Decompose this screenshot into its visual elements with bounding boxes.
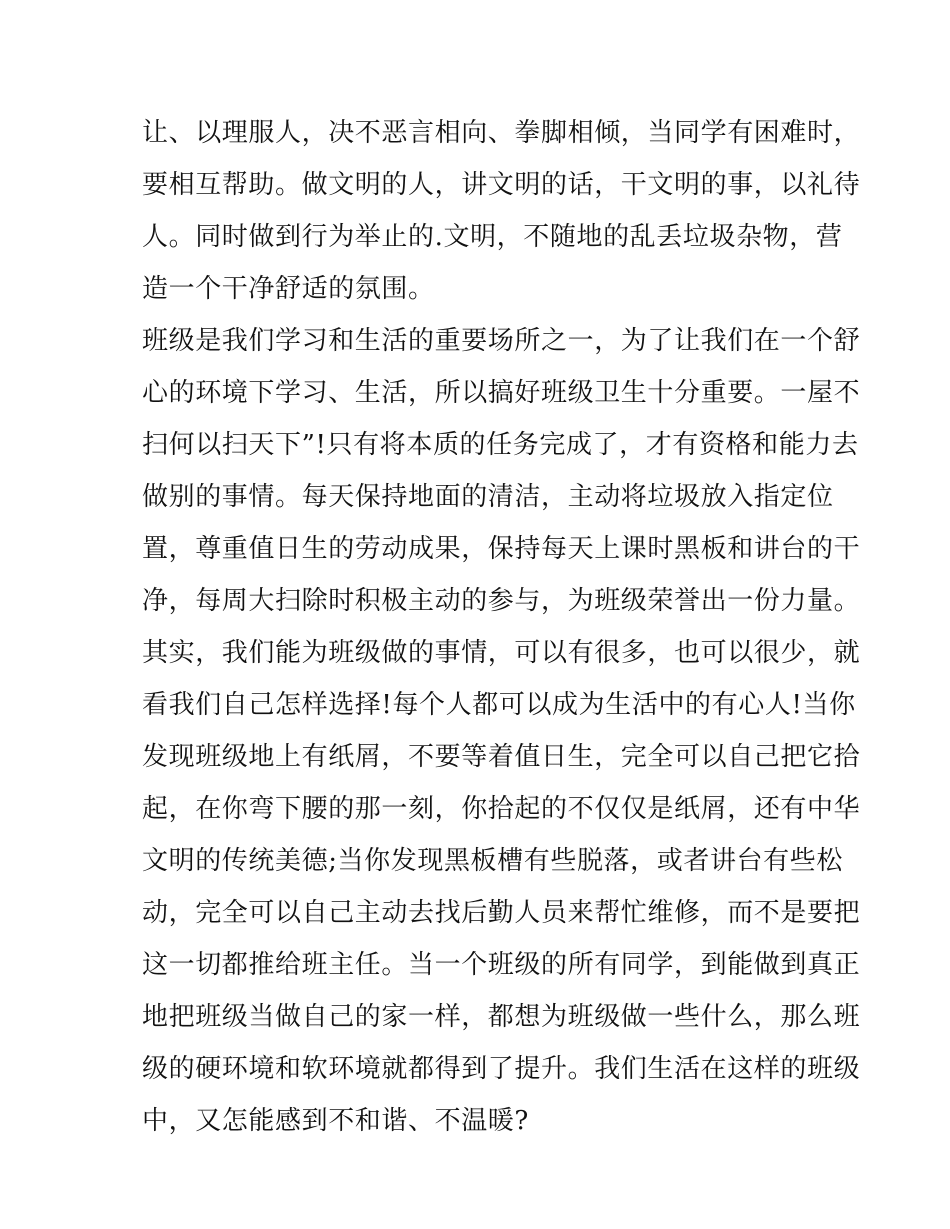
- text-line: 发现班级地上有纸屑，不要等着值日生，完全可以自己把它拾: [142, 742, 861, 772]
- text-line: 这一切都推给班主任。当一个班级的所有同学，到能做到真正: [142, 950, 861, 980]
- text-line: 净，每周大扫除时积极主动的参与，为班级荣誉出一份力量。: [142, 586, 861, 616]
- text-line: 置，尊重值日生的劳动成果，保持每天上课时黑板和讲台的干: [142, 534, 861, 564]
- text-line: 心的环境下学习、生活，所以搞好班级卫生十分重要。一屋不: [142, 378, 861, 408]
- text-line: 中，又怎能感到不和谐、不温暖?: [142, 1106, 529, 1136]
- text-line: 看我们自己怎样选择!每个人都可以成为生活中的有心人!当你: [142, 690, 856, 720]
- text-line: 地把班级当做自己的家一样，都想为班级做一些什么，那么班: [142, 1002, 861, 1032]
- text-line: 让、以理服人，决不恶言相向、拳脚相倾，当同学有困难时，: [142, 118, 861, 148]
- text-line: 其实，我们能为班级做的事情，可以有很多，也可以很少，就: [142, 638, 861, 668]
- text-line: 文明的传统美德;当你发现黑板槽有些脱落，或者讲台有些松: [142, 846, 843, 876]
- text-line: 级的硬环境和软环境就都得到了提升。我们生活在这样的班级: [142, 1054, 861, 1084]
- text-line: 扫何以扫天下”!只有将本质的任务完成了，才有资格和能力去: [142, 430, 859, 460]
- text-line: 班级是我们学习和生活的重要场所之一，为了让我们在一个舒: [142, 326, 861, 356]
- text-line: 起，在你弯下腰的那一刻，你拾起的不仅仅是纸屑，还有中华: [142, 794, 861, 824]
- body-text: [142, 107, 861, 1147]
- text-line: 造一个干净舒适的氛围。: [142, 274, 435, 304]
- text-line: 人。同时做到行为举止的.文明，不随地的乱丢垃圾杂物，营: [142, 222, 843, 252]
- text-line: 做别的事情。每天保持地面的清洁，主动将垃圾放入指定位: [142, 482, 834, 512]
- text-line: 动，完全可以自己主动去找后勤人员来帮忙维修，而不是要把: [142, 898, 861, 928]
- text-line: 要相互帮助。做文明的人，讲文明的话，干文明的事，以礼待: [142, 170, 861, 200]
